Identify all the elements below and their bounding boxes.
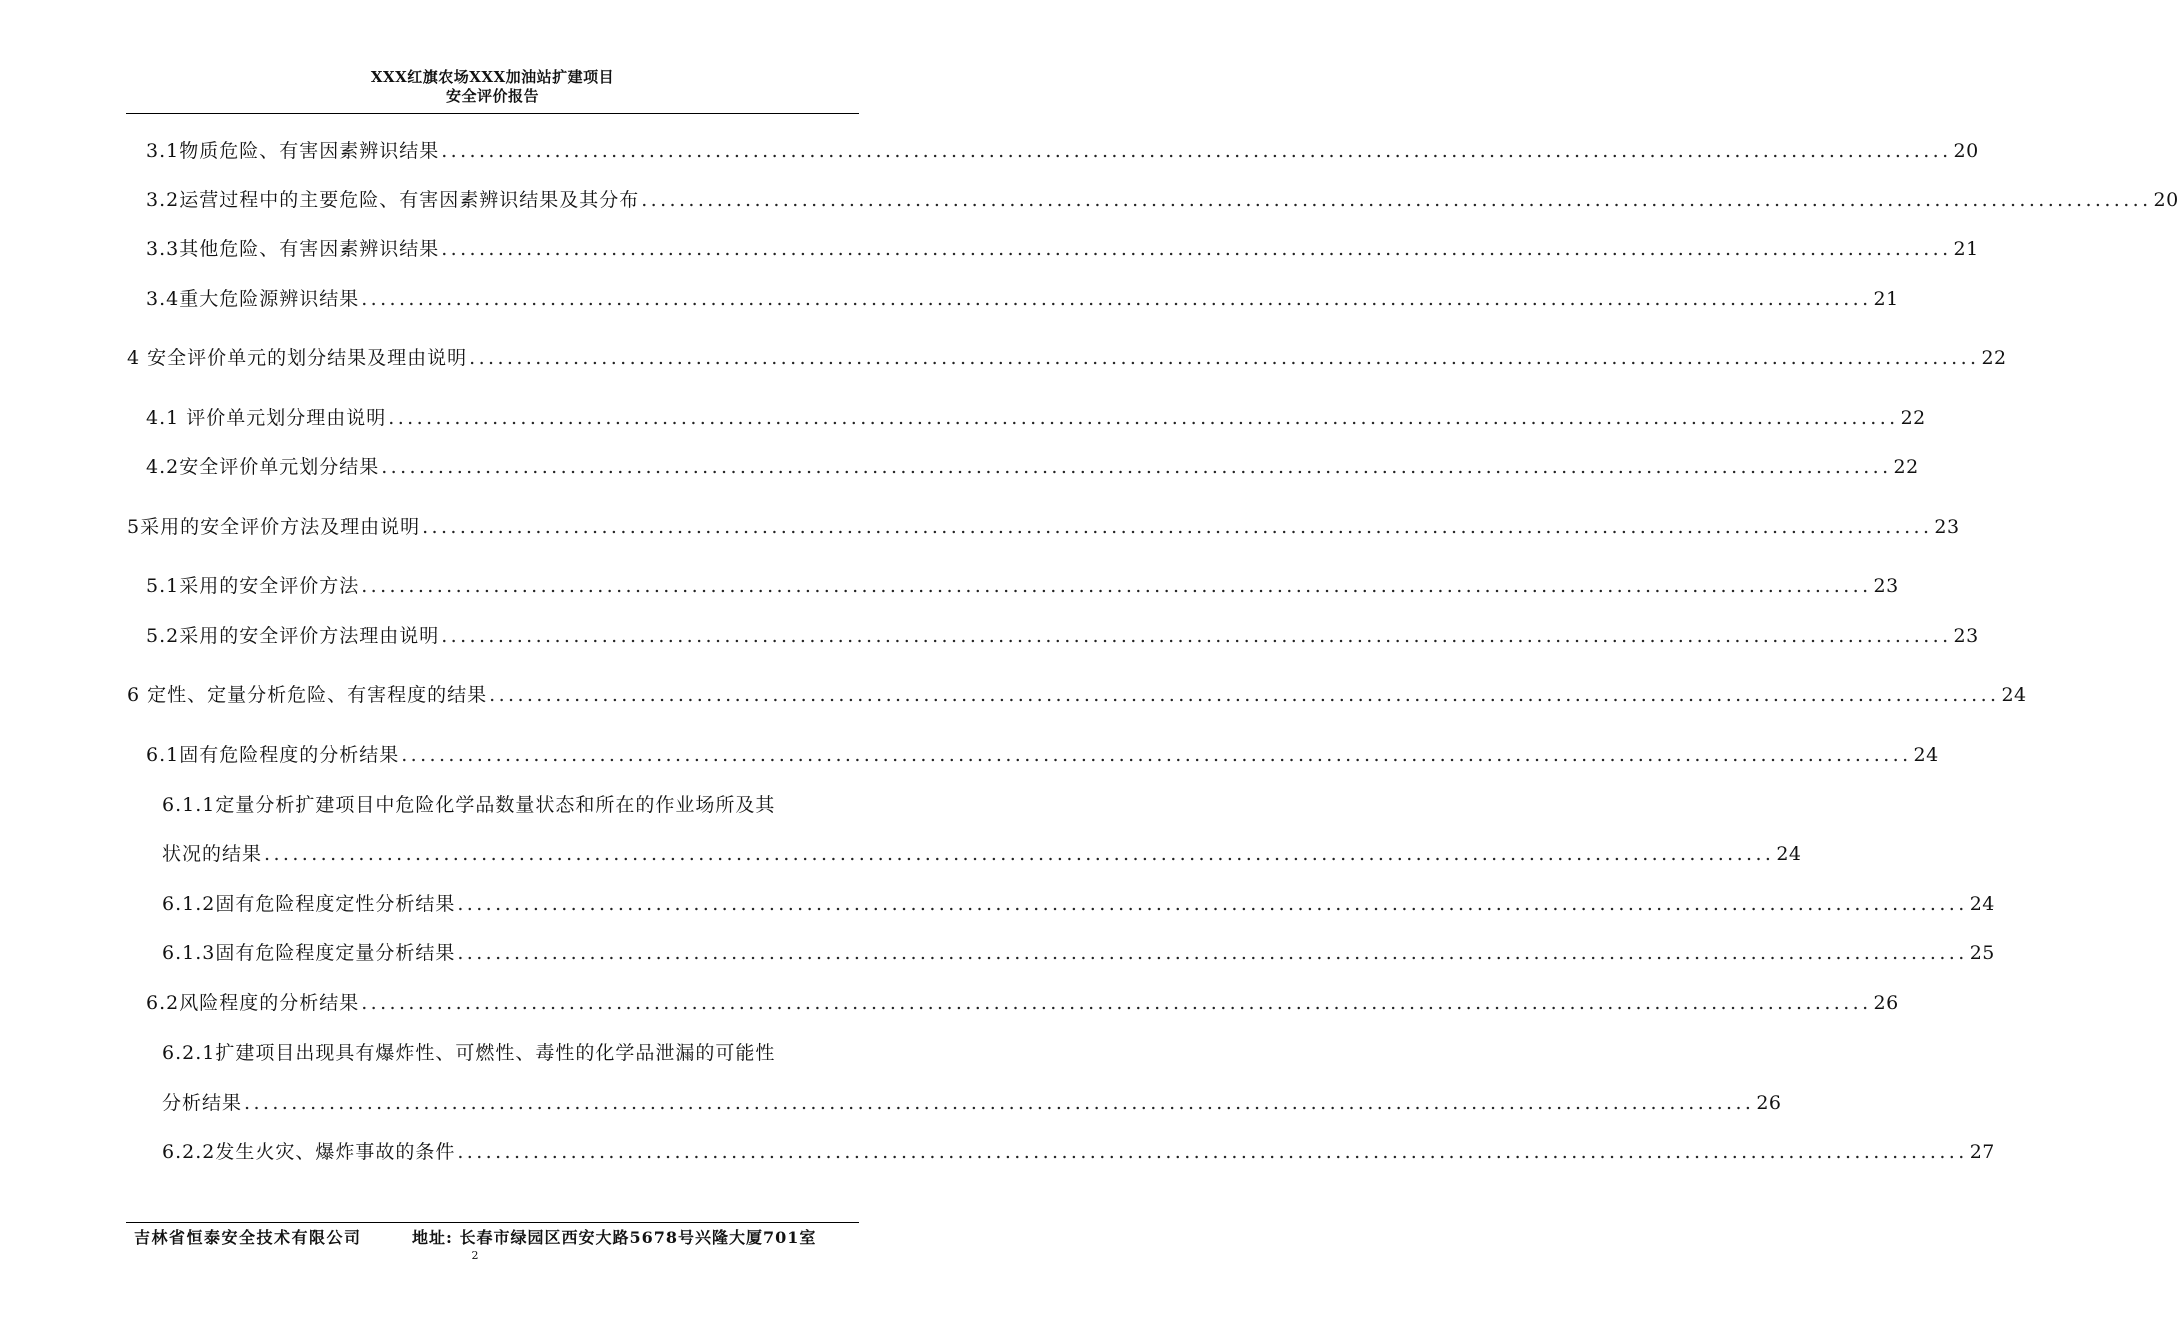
leader-dots: ................................................................................................................................................................ <box>457 942 1968 964</box>
toc-entry[interactable] <box>146 742 1939 768</box>
leader-dots: ................................................................................................................................................................ <box>641 189 2152 211</box>
toc-entry-page: 22 <box>1981 347 2007 369</box>
toc-entry[interactable] <box>162 1139 1995 1165</box>
toc-entry-page: 24 <box>1913 744 1939 766</box>
toc-entry-page: 23 <box>1953 625 1979 647</box>
toc-entry-title: 分析结果 <box>162 1092 243 1114</box>
toc-entry-title: 4.2安全评价单元划分结果 <box>146 456 380 478</box>
toc-entry[interactable] <box>162 940 1995 966</box>
page-number: 2 <box>471 1249 479 1262</box>
toc-entry[interactable] <box>127 514 1960 540</box>
toc-entry[interactable] <box>146 454 1919 480</box>
leader-dots: ................................................................................................................................................................ <box>381 456 1892 478</box>
toc-entry-page: 20 <box>1953 140 1979 162</box>
toc-entry-title: 状况的结果 <box>162 843 263 865</box>
toc-entry-title: 5.1采用的安全评价方法 <box>146 575 360 597</box>
toc-entry-page: 24 <box>2001 684 2027 706</box>
toc-entry-title: 5采用的安全评价方法及理由说明 <box>127 516 421 538</box>
toc-entry-page: 26 <box>1756 1092 1782 1114</box>
leader-dots: ................................................................................................................................................................ <box>401 744 1912 766</box>
toc-entry[interactable] <box>146 236 1979 262</box>
toc-entry-page: 22 <box>1893 456 1919 478</box>
toc-entry-title: 4.1 评价单元划分理由说明 <box>146 407 387 429</box>
leader-dots: ................................................................................................................................................................ <box>469 347 1980 369</box>
leader-dots: ................................................................................................................................................................ <box>441 140 1952 162</box>
header-report-title: 安全评价报告 <box>445 87 539 105</box>
toc-entry-title-line1[interactable]: 6.1.1定量分析扩建项目中危险化学品数量状态和所在的作业场所及其 <box>162 794 776 816</box>
footer-divider <box>126 1222 859 1223</box>
toc-entry[interactable] <box>127 682 2027 708</box>
toc-entry-page: 26 <box>1873 992 1899 1014</box>
toc-entry[interactable] <box>146 573 1899 599</box>
toc-entry-title: 6.2.2发生火灾、爆炸事故的条件 <box>162 1141 456 1163</box>
leader-dots: ................................................................................................................................................................ <box>361 992 1872 1014</box>
toc-entry-title: 3.3其他危险、有害因素辨识结果 <box>146 238 440 260</box>
toc-entry-page: 23 <box>1934 516 1960 538</box>
leader-dots: ................................................................................................................................................................ <box>489 684 2000 706</box>
leader-dots: ................................................................................................................................................................ <box>244 1092 1755 1114</box>
toc-entry[interactable] <box>162 891 1995 917</box>
leader-dots: ................................................................................................................................................................ <box>361 575 1872 597</box>
toc-entry-page: 24 <box>1776 843 1802 865</box>
toc-entry-page: 23 <box>1873 575 1899 597</box>
toc-entry[interactable] <box>162 841 1802 867</box>
leader-dots: ................................................................................................................................................................ <box>457 893 1968 915</box>
leader-dots: ................................................................................................................................................................ <box>422 516 1933 538</box>
leader-dots: ................................................................................................................................................................ <box>361 288 1872 310</box>
toc-entry-page: 20 <box>2153 189 2179 211</box>
header-project-title: XXX红旗农场XXX加油站扩建项目 <box>370 68 615 86</box>
toc-entry-title: 6.1固有危险程度的分析结果 <box>146 744 400 766</box>
toc-entry[interactable] <box>146 623 1979 649</box>
toc-entry[interactable] <box>146 286 1899 312</box>
toc-entry-page: 21 <box>1953 238 1979 260</box>
toc-entry-title: 4 安全评价单元的划分结果及理由说明 <box>127 347 468 369</box>
toc-entry-title: 6.1.3固有危险程度定量分析结果 <box>162 942 456 964</box>
toc-entry-title: 6 定性、定量分析危险、有害程度的结果 <box>127 684 488 706</box>
footer-company: 吉林省恒泰安全技术有限公司 <box>134 1228 362 1247</box>
leader-dots: ................................................................................................................................................................ <box>441 238 1952 260</box>
toc-entry-page: 22 <box>1900 407 1926 429</box>
toc-entry[interactable] <box>146 187 2179 213</box>
toc-entry-title-line1[interactable]: 6.2.1扩建项目出现具有爆炸性、可燃性、毒性的化学品泄漏的可能性 <box>162 1042 776 1064</box>
toc-entry-title: 6.2风险程度的分析结果 <box>146 992 360 1014</box>
toc-entry[interactable] <box>146 138 1979 164</box>
footer-address: 地址: 长春市绿园区西安大路5678号兴隆大厦701室 <box>412 1228 817 1247</box>
leader-dots: ................................................................................................................................................................ <box>264 843 1775 865</box>
toc-entry-page: 21 <box>1873 288 1899 310</box>
toc-entry-page: 27 <box>1969 1141 1995 1163</box>
toc-entry-page: 25 <box>1969 942 1995 964</box>
toc-entry[interactable] <box>127 345 2007 371</box>
toc-entry-title: 3.2运营过程中的主要危险、有害因素辨识结果及其分布 <box>146 189 640 211</box>
leader-dots: ................................................................................................................................................................ <box>388 407 1899 429</box>
toc-entry-title: 5.2采用的安全评价方法理由说明 <box>146 625 440 647</box>
leader-dots: ................................................................................................................................................................ <box>441 625 1952 647</box>
toc-entry[interactable] <box>146 990 1899 1016</box>
toc-entry-page: 24 <box>1969 893 1995 915</box>
toc-entry-title: 3.1物质危险、有害因素辨识结果 <box>146 140 440 162</box>
toc-entry-title: 6.1.2固有危险程度定性分析结果 <box>162 893 456 915</box>
toc-entry[interactable] <box>146 405 1926 431</box>
toc-entry-title: 3.4重大危险源辨识结果 <box>146 288 360 310</box>
leader-dots: ................................................................................................................................................................ <box>457 1141 1968 1163</box>
toc-entry[interactable] <box>162 1090 1782 1116</box>
